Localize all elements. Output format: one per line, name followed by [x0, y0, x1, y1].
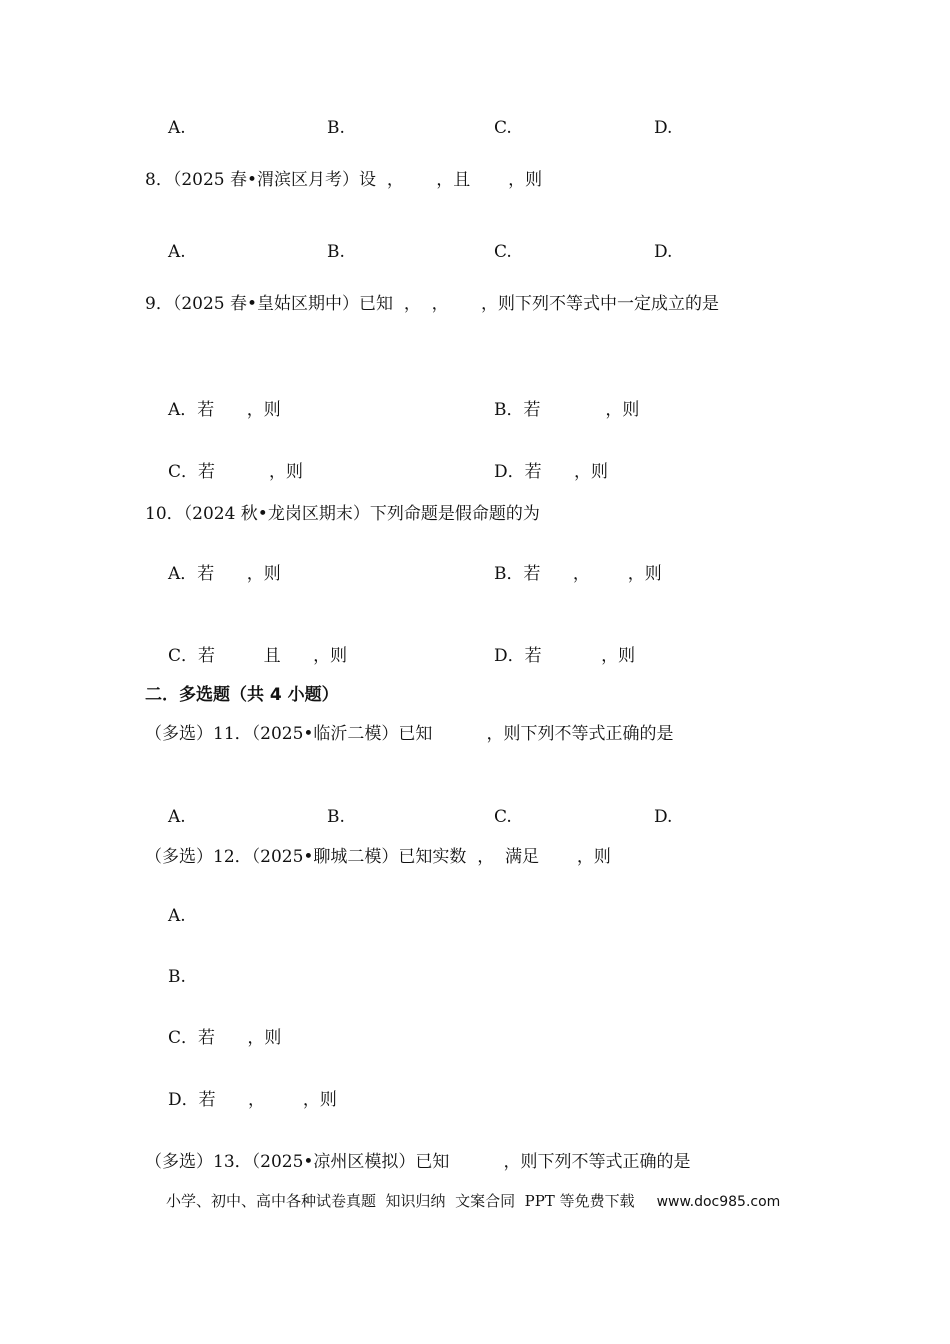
q11-option-a: A. [168, 807, 186, 827]
q12-option-c: C．若 ，则 [168, 1028, 282, 1048]
q10-option-d: D．若 ，则 [494, 646, 636, 666]
q13-stem: （多选）13．（2025•凉州区模拟）已知 ，则下列不等式正确的是 [145, 1152, 691, 1172]
page-footer [166, 1191, 780, 1212]
q9-option-c: C．若 ，则 [168, 462, 304, 482]
q8-option-b: B. [327, 242, 345, 262]
q7-option-b: B. [327, 118, 345, 138]
footer-text: 小学、初中、高中各种试卷真题 知识归纳 文案合同 PPT 等免费下载 [166, 1192, 635, 1210]
q12-option-d: D．若 ， ，则 [168, 1090, 337, 1110]
q8-option-a: A. [168, 242, 186, 262]
q11-stem: （多选）11．（2025•临沂二模）已知 ，则下列不等式正确的是 [145, 724, 674, 744]
q11-option-c: C. [494, 807, 512, 827]
q10-option-a: A．若 ，则 [168, 564, 281, 584]
q8-option-d: D. [654, 242, 673, 262]
q12-option-b: B. [168, 967, 186, 987]
q11-option-d: D. [654, 807, 673, 827]
q11-option-b: B. [327, 807, 345, 827]
footer-url[interactable]: www.doc985.com [656, 1194, 781, 1210]
q7-option-a: A. [168, 118, 186, 138]
q9-option-b: B．若 ，则 [494, 400, 640, 420]
q12-option-a: A. [168, 906, 186, 926]
q9-option-a: A．若 ，则 [168, 400, 281, 420]
q7-option-c: C. [494, 118, 512, 138]
q9-option-d: D．若 ，则 [494, 462, 609, 482]
q8-option-c: C. [494, 242, 512, 262]
q7-option-d: D. [654, 118, 673, 138]
section-heading: 二．多选题（共 4 小题） [145, 685, 339, 705]
q10-option-b: B．若 ， ，则 [494, 564, 662, 584]
q10-stem: 10．（2024 秋•龙岗区期末）下列命题是假命题的为 [145, 504, 540, 524]
q8-stem: 8．（2025 春•渭滨区月考）设 ， ，且 ，则 [145, 170, 543, 190]
q12-stem: （多选）12．（2025•聊城二模）已知实数 ， 满足 ，则 [145, 847, 611, 867]
q9-stem: 9．（2025 春•皇姑区期中）已知 ， ， ，则下列不等式中一定成立的是 [145, 294, 720, 314]
q10-option-c: C．若 且 ，则 [168, 646, 348, 666]
